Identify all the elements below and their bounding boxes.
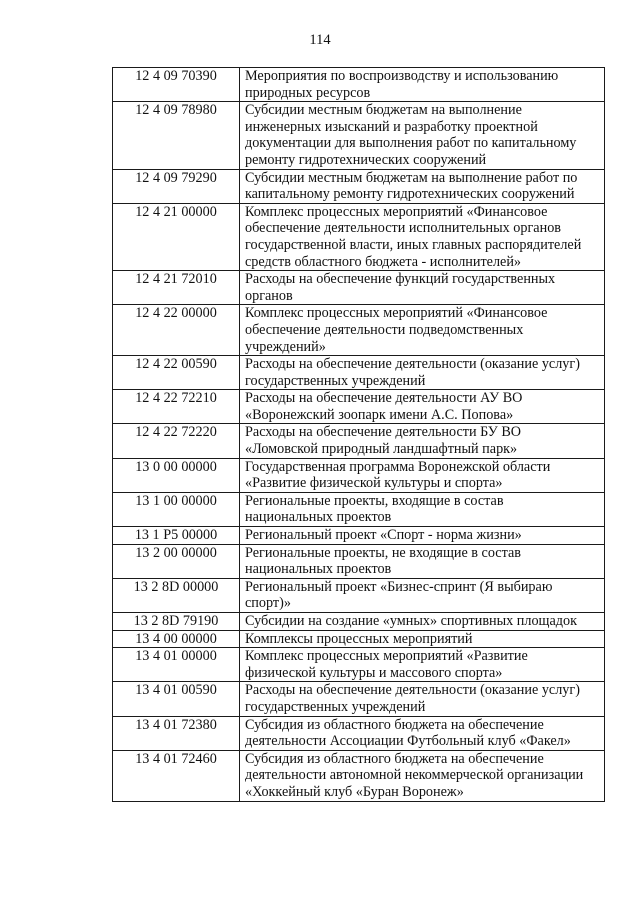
description-line: спорт)»	[245, 595, 291, 612]
classification-code: 12 4 21 00000	[113, 203, 240, 270]
expense-description	[240, 492, 605, 526]
table-row	[113, 169, 605, 203]
description-line: деятельности Ассоциации Футбольный клуб «Факел»	[245, 733, 571, 750]
expense-description	[240, 682, 605, 716]
table-row	[113, 716, 605, 750]
classification-code: 13 4 01 72460	[113, 750, 240, 801]
classification-code: 13 2 8D 79190	[113, 613, 240, 631]
classification-code: 12 4 21 72010	[113, 271, 240, 305]
classification-code: 12 4 22 72210	[113, 390, 240, 424]
expense-description	[240, 356, 605, 390]
table-row	[113, 682, 605, 716]
description-line: Региональный проект «Спорт - норма жизни»	[245, 527, 522, 544]
description-line: национальных проектов	[245, 561, 392, 578]
table-row	[113, 750, 605, 801]
expense-description	[240, 613, 605, 631]
description-line: средств областного бюджета - исполнителей»	[245, 253, 522, 270]
classification-code: 12 4 09 79290	[113, 169, 240, 203]
description-line: государственных учреждений	[245, 372, 426, 389]
table-row	[113, 613, 605, 631]
classification-code: 12 4 22 00590	[113, 356, 240, 390]
classification-code: 13 1 00 00000	[113, 492, 240, 526]
description-line: природных ресурсов	[245, 84, 371, 101]
classification-code: 12 4 09 70390	[113, 68, 240, 102]
description-line: «Воронежский зоопарк имени А.С. Попова»	[245, 406, 514, 423]
classification-code: 13 1 P5 00000	[113, 527, 240, 545]
classification-code: 13 4 01 00000	[113, 648, 240, 682]
classification-code: 13 4 01 72380	[113, 716, 240, 750]
description-line: органов	[245, 287, 293, 304]
expense-description	[240, 630, 605, 648]
description-line: ремонту гидротехнических сооружений	[245, 151, 487, 168]
description-line: «Ломовской природный ландшафтный парк»	[245, 441, 518, 458]
classification-code: 12 4 22 00000	[113, 305, 240, 356]
description-line: «Хоккейный клуб «Буран Воронеж»	[245, 783, 464, 800]
expense-description	[240, 68, 605, 102]
table-row	[113, 203, 605, 270]
description-line: деятельности автономной некоммерческой организации	[245, 767, 584, 784]
description-line: Расходы на обеспечение функций государственных	[245, 271, 556, 288]
expense-description	[240, 648, 605, 682]
expense-description	[240, 544, 605, 578]
classification-code: 13 2 8D 00000	[113, 578, 240, 612]
description-line: «Развитие физической культуры и спорта»	[245, 475, 503, 492]
description-line: государственных учреждений	[245, 698, 426, 715]
description-line: инженерных изысканий и разработку проектной	[245, 118, 538, 135]
expense-description	[240, 578, 605, 612]
description-line: обеспечение деятельности подведомственных	[245, 321, 524, 338]
table-row	[113, 458, 605, 492]
description-line: Региональные проекты, не входящие в состав	[245, 544, 521, 561]
classification-code: 12 4 09 78980	[113, 102, 240, 169]
table-row	[113, 102, 605, 169]
expense-description	[240, 716, 605, 750]
classification-code: 12 4 22 72220	[113, 424, 240, 458]
description-line: Субсидии местным бюджетам на выполнение	[245, 102, 522, 119]
description-line: Субсидии местным бюджетам на выполнение работ по	[245, 169, 578, 186]
table-row	[113, 630, 605, 648]
table-row	[113, 492, 605, 526]
table-row	[113, 305, 605, 356]
description-line: Государственная программа Воронежской области	[245, 458, 551, 475]
description-line: Субсидия из областного бюджета на обеспечение	[245, 750, 544, 767]
classification-code: 13 4 01 00590	[113, 682, 240, 716]
table-row	[113, 356, 605, 390]
description-line: Комплексы процессных мероприятий	[245, 630, 473, 647]
description-line: обеспечение деятельности исполнительных органов	[245, 220, 561, 237]
description-line: Региональные проекты, входящие в состав	[245, 492, 504, 509]
description-line: капитальному ремонту гидротехнических сооружений	[245, 186, 575, 203]
description-line: Комплекс процессных мероприятий «Финансовое	[245, 203, 548, 220]
table-row	[113, 390, 605, 424]
budget-code-table	[112, 67, 605, 802]
description-line: Региональный проект «Бизнес-спринт (Я выбираю	[245, 578, 553, 595]
description-line: Расходы на обеспечение деятельности (оказание услуг)	[245, 682, 580, 699]
expense-description	[240, 390, 605, 424]
description-line: физической культуры и массового спорта»	[245, 664, 503, 681]
table-row	[113, 527, 605, 545]
description-line: Расходы на обеспечение деятельности (оказание услуг)	[245, 356, 580, 373]
expense-description	[240, 102, 605, 169]
expense-description	[240, 169, 605, 203]
expense-description	[240, 527, 605, 545]
classification-code: 13 2 00 00000	[113, 544, 240, 578]
classification-code: 13 0 00 00000	[113, 458, 240, 492]
page-number: 114	[309, 32, 331, 48]
description-line: Расходы на обеспечение деятельности БУ ВО	[245, 424, 522, 441]
expense-description	[240, 750, 605, 801]
expense-description	[240, 271, 605, 305]
table-row	[113, 648, 605, 682]
expense-description	[240, 305, 605, 356]
table-row	[113, 544, 605, 578]
table-row	[113, 578, 605, 612]
description-line: Комплекс процессных мероприятий «Развитие	[245, 648, 528, 665]
description-line: Субсидии на создание «умных» спортивных площадок	[245, 613, 577, 629]
table-row	[113, 271, 605, 305]
expense-description	[240, 458, 605, 492]
description-line: Расходы на обеспечение деятельности АУ ВО	[245, 390, 523, 407]
description-line: Субсидия из областного бюджета на обеспечение	[245, 716, 544, 733]
expense-description	[240, 203, 605, 270]
description-line: учреждений»	[245, 338, 326, 355]
classification-code: 13 4 00 00000	[113, 630, 240, 648]
description-line: национальных проектов	[245, 509, 392, 526]
table-body	[113, 68, 605, 802]
description-line: документации для выполнения работ по капитальному	[245, 135, 577, 152]
expense-description	[240, 424, 605, 458]
table-row	[113, 68, 605, 102]
description-line: Комплекс процессных мероприятий «Финансовое	[245, 305, 548, 322]
description-line: государственной власти, иных главных распорядителей	[245, 236, 582, 253]
description-line: Мероприятия по воспроизводству и использованию	[245, 68, 559, 84]
table-row	[113, 424, 605, 458]
